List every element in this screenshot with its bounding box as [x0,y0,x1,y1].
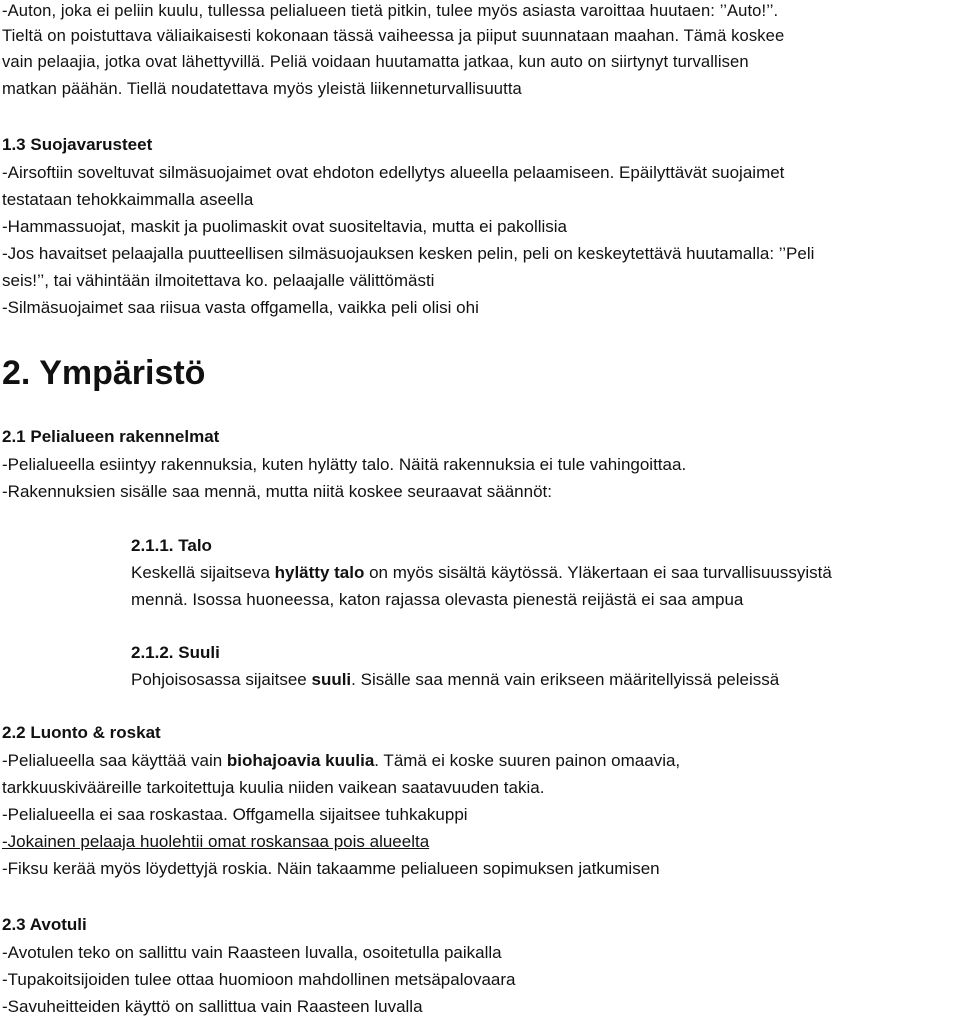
bold-term: suuli [311,670,352,689]
paragraph-line: testataan tehokkaimmalla aseella [2,190,254,209]
section-heading-1-3: 1.3 Suojavarusteet [2,135,153,154]
paragraph-line: -Hammassuojat, maskit ja puolimaskit ovat suositeltavia, mutta ei pakollisia [2,217,568,236]
chapter-heading-2: 2. Ympäristö [2,354,206,392]
section-heading-2-1: 2.1 Pelialueen rakennelmat [2,427,220,446]
intro-line-2: Tieltä on poistuttava väliaikaisesti kokonaan tässä vaiheessa ja piiput suunnataan maahan. Tämä koskee [2,26,785,45]
subsection-heading-2-1-1: 2.1.1. Talo [131,536,212,555]
intro-line-4: matkan päähän. Tiellä noudatettava myös yleistä liikenneturvallisuutta [2,79,522,98]
bold-term: biohajoavia kuulia [226,751,375,770]
paragraph-line: -Avotulen teko on sallittu vain Raasteen luvalla, osoitetulla paikalla [2,943,502,962]
paragraph-line: tarkkuuskivääreille tarkoitettuja kuulia niiden vaikean saatavuuden takia. [2,778,545,797]
paragraph-line-underlined: -Jokainen pelaaja huolehtii omat roskansaa pois alueelta [2,832,430,851]
paragraph-line: -Pelialueella esiintyy rakennuksia, kuten hylätty talo. Näitä rakennuksia ei tule vahingoittaa. [2,455,687,474]
paragraph-line: -Tupakoitsijoiden tulee ottaa huomioon mahdollinen metsäpalovaara [2,970,516,989]
paragraph-line: -Silmäsuojaimet saa riisua vasta offgamella, vaikka peli olisi ohi [2,298,479,317]
paragraph-line: -Pelialueella ei saa roskastaa. Offgamella sijaitsee tuhkakuppi [2,805,468,824]
paragraph-line: Pohjoisosassa sijaitsee suuli. Sisälle saa mennä vain erikseen määritellyissä peleissä [131,670,780,689]
subsection-heading-2-1-2: 2.1.2. Suuli [131,643,220,662]
paragraph-line: -Savuheitteiden käyttö on sallittua vain Raasteen luvalla [2,997,423,1016]
paragraph-line: mennä. Isossa huoneessa, katon rajassa olevasta pienestä reijästä ei saa ampua [131,590,744,609]
paragraph-line: Keskellä sijaitseva hylätty talo on myös sisältä käytössä. Yläkertaan ei saa turvallisuussyistä [131,563,832,582]
paragraph-line: seis!’’, tai vähintään ilmoitettava ko. pelaajalle välittömästi [2,271,435,290]
paragraph-line: -Airsoftiin soveltuvat silmäsuojaimet ovat ehdoton edellytys alueella pelaamiseen. Epäilyttävät suojaimet [2,163,785,182]
section-heading-2-3: 2.3 Avotuli [2,915,87,934]
paragraph-line: -Pelialueella saa käyttää vain biohajoavia kuulia. Tämä ei koske suuren painon omaavia, [2,751,681,770]
paragraph-line: -Rakennuksien sisälle saa mennä, mutta niitä koskee seuraavat säännöt: [2,482,552,501]
paragraph-line: -Jos havaitset pelaajalla puutteellisen silmäsuojauksen kesken pelin, peli on keskeytettävä huutamalla: ’’Peli [2,244,815,263]
intro-line-3: vain pelaajia, jotka ovat lähettyvillä. Peliä voidaan huutamatta jatkaa, kun auto on siirtynyt turvallisen [2,52,749,71]
paragraph-line: -Fiksu kerää myös löydettyjä roskia. Näin takaamme pelialueen sopimuksen jatkumisen [2,859,660,878]
intro-line-1: -Auton, joka ei peliin kuulu, tullessa pelialueen tietä pitkin, tulee myös asiasta varoittaa huutaen: ’’Auto!’’. [2,1,779,20]
bold-term: hylätty talo [274,563,365,582]
section-heading-2-2: 2.2 Luonto & roskat [2,723,161,742]
